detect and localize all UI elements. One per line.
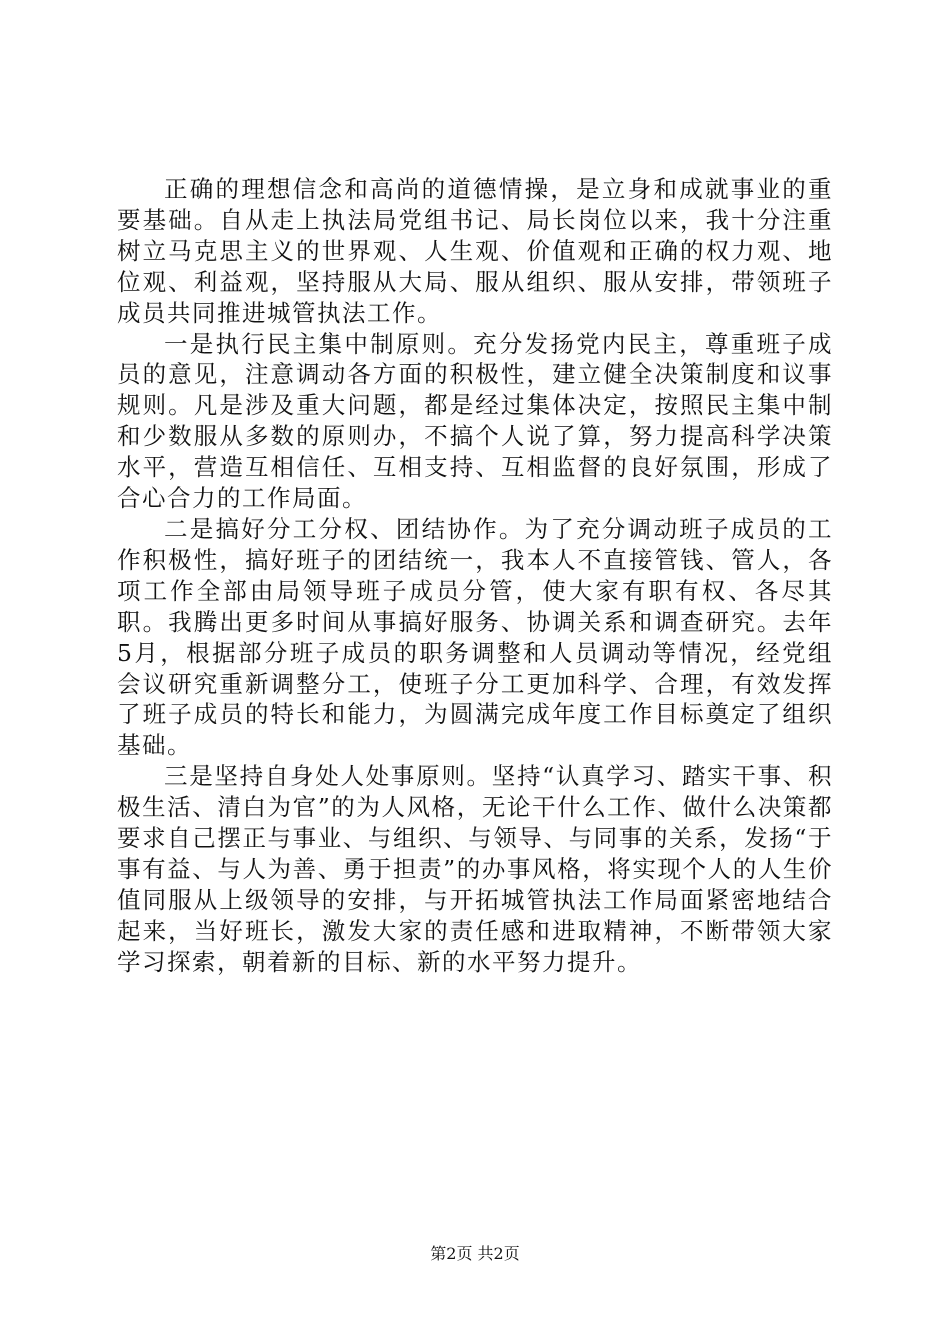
paragraph-personal-principles: 三是坚持自身处人处事原则。坚持“认真学习、踏实干事、积极生活、清白为官”的为人风格，无论干什么工作、做什么决策都要求自己摆正与事业、与组织、与领导、与同事的关系，发扬“于事有益、与人为善、勇于担责”的办事风格，将实现个人的人生价值同服从上级领导的安排，与开拓城管执法工作局面紧密地结合起来，当好班长，激发大家的责任感和进取精神，不断带领大家学习探索，朝着新的目标、新的水平努力提升。 [117,762,833,976]
paragraph-division-of-work: 二是搞好分工分权、团结协作。为了充分调动班子成员的工作积极性，搞好班子的团结统一，我本人不直接管钱、管人，各项工作全部由局领导班子成员分管，使大家有职有权、各尽其职。我腾出更多时间从事搞好服务、协调关系和调查研究。去年5月，根据部分班子成员的职务调整和人员调动等情况，经党组会议研究重新调整分工，使班子分工更加科学、合理，有效发挥了班子成员的特长和能力，为圆满完成年度工作目标奠定了组织基础。 [117,514,833,760]
paragraph-democratic-centralism: 一是执行民主集中制原则。充分发扬党内民主，尊重班子成员的意见，注意调动各方面的积极性，建立健全决策制度和议事规则。凡是涉及重大问题，都是经过集体决定，按照民主集中制和少数服从多数的原则办，不搞个人说了算，努力提高科学决策水平，营造互相信任、互相支持、互相监督的良好氛围，形成了合心合力的工作局面。 [117,329,833,513]
page-number-footer: 第2页 共2页 [430,1244,520,1263]
document-body [117,174,833,978]
paragraph-intro: 正确的理想信念和高尚的道德情操，是立身和成就事业的重要基础。自从走上执法局党组书记、局长岗位以来，我十分注重树立马克思主义的世界观、人生观、价值观和正确的权力观、地位观、利益观，坚持服从大局、服从组织、服从安排，带领班子成员共同推进城管执法工作。 [117,175,833,327]
